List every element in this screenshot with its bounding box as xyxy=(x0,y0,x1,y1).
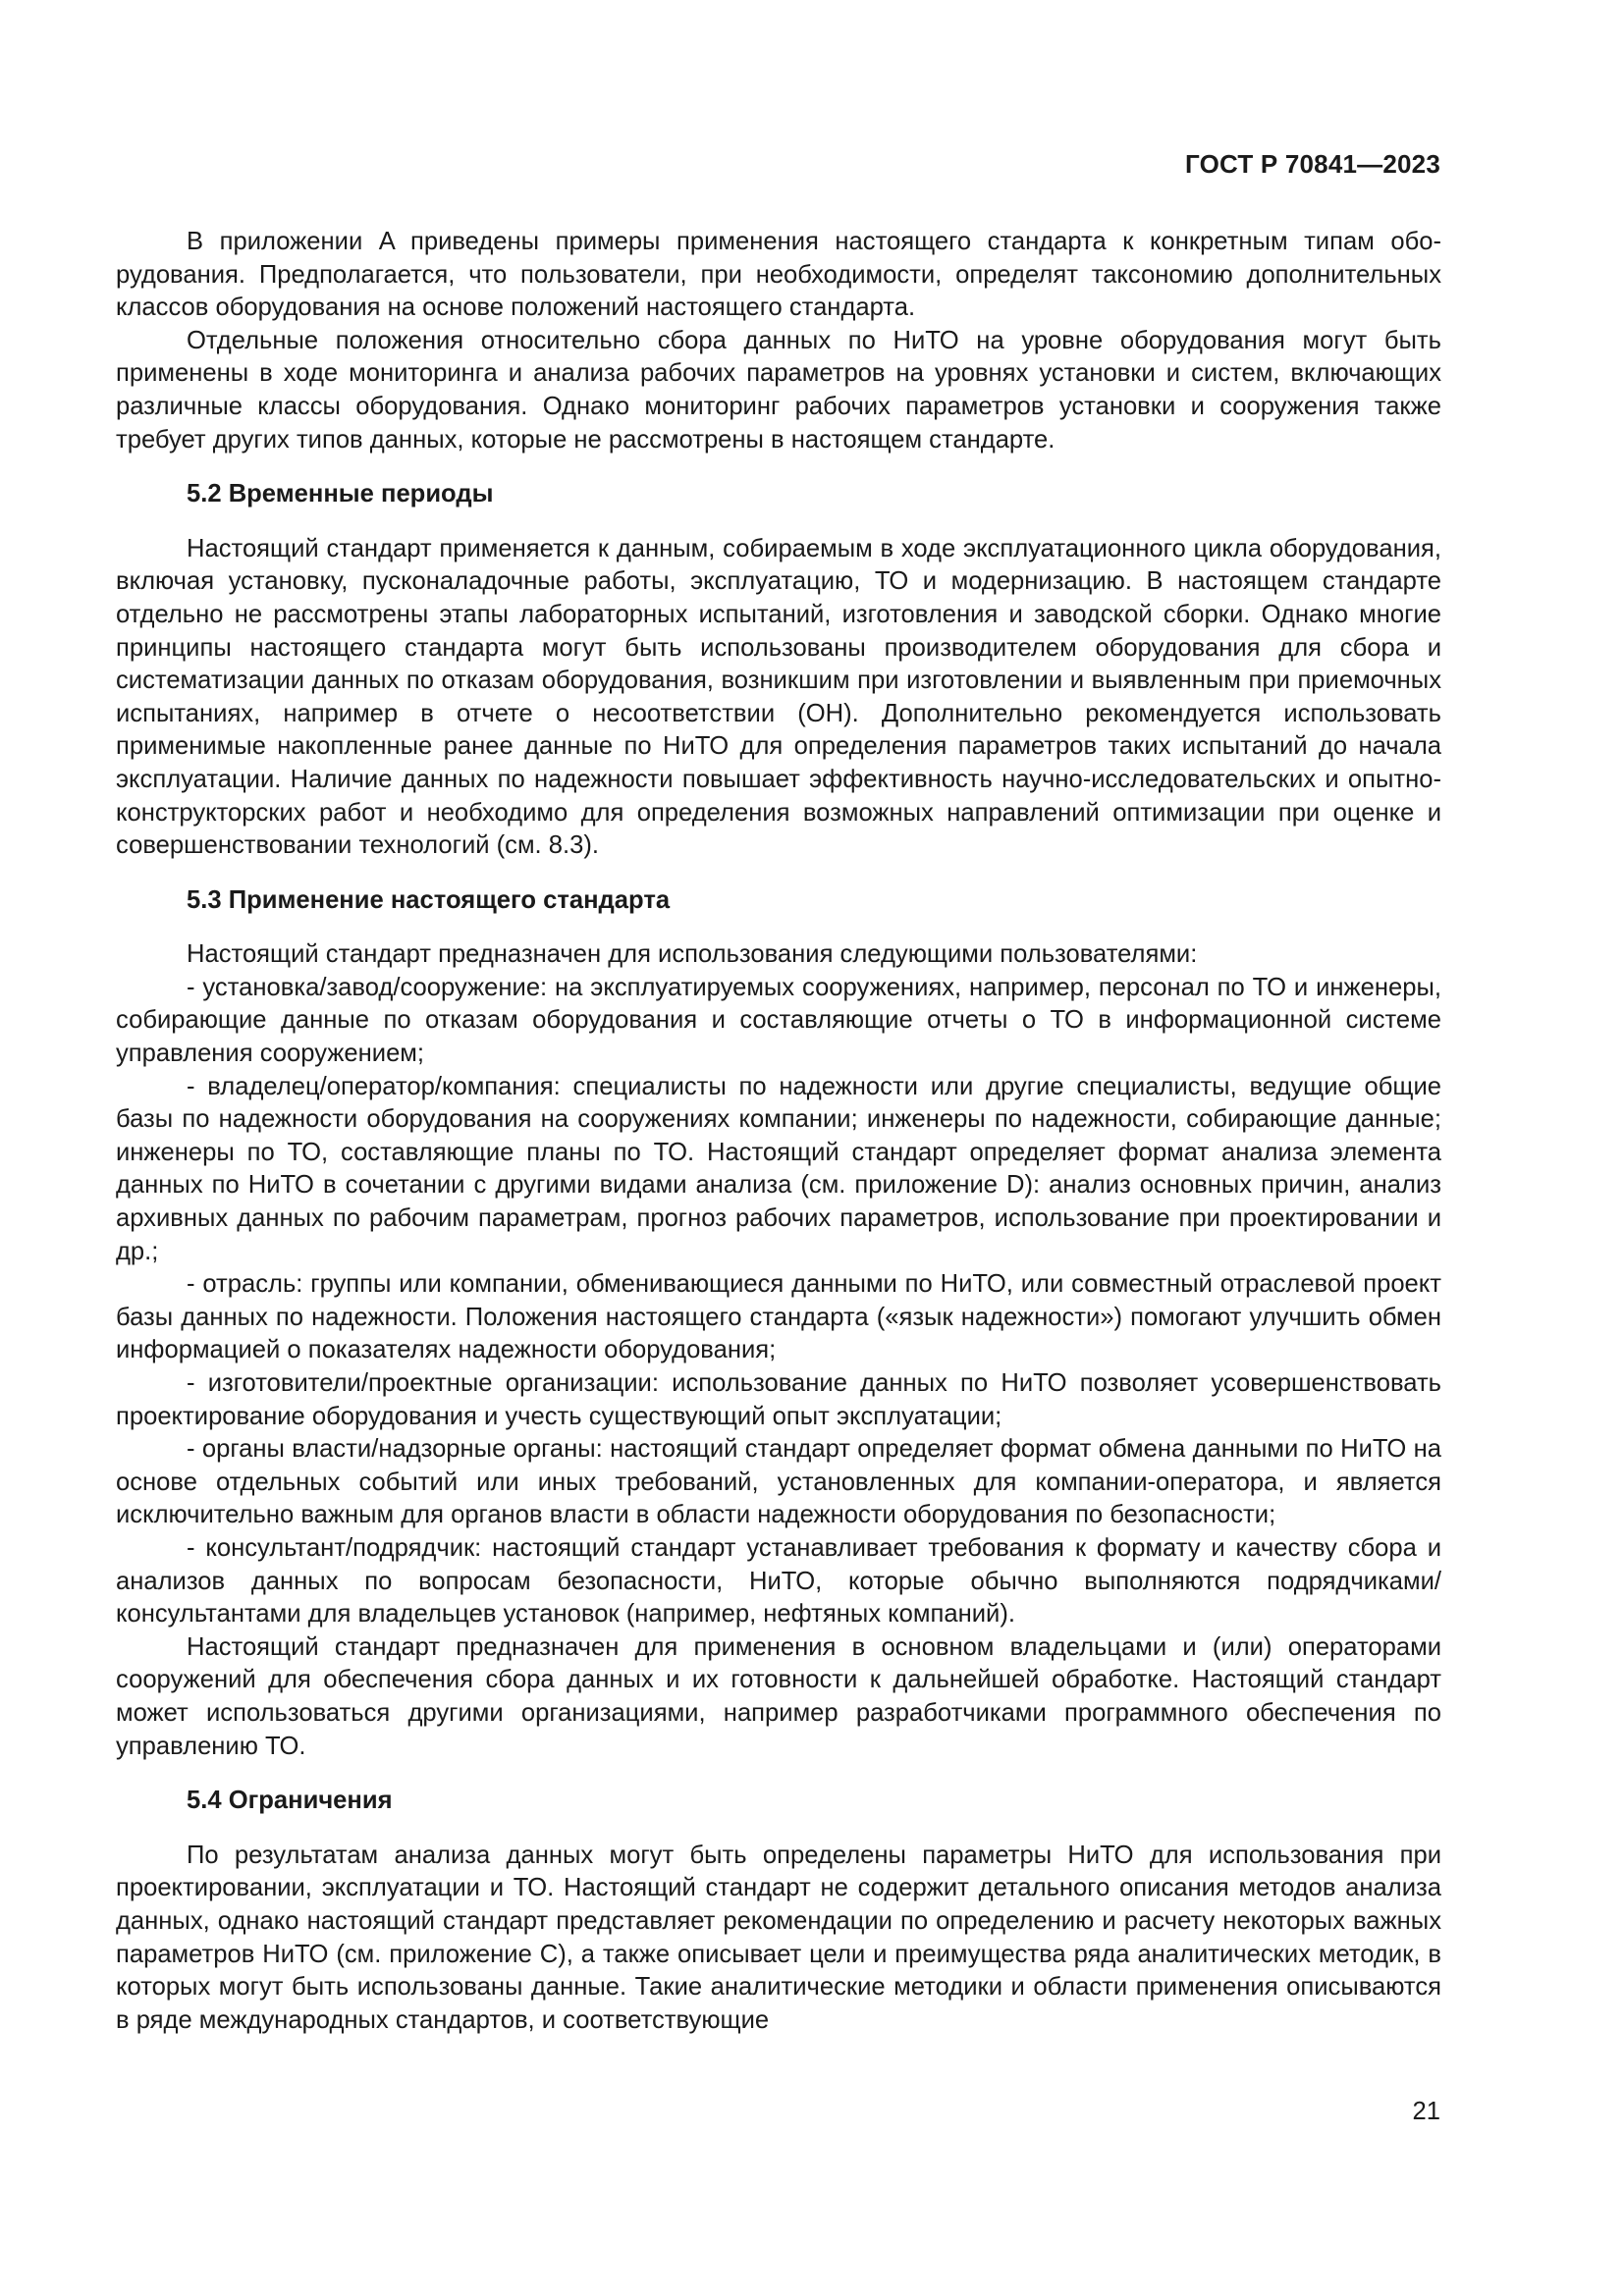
section-heading-5-2: 5.2 Временные периоды xyxy=(187,480,494,508)
list-item: - владелец/оператор/компания: специалисты по надежности или другие специалисты, ведущие общие базы по надежности оборудования на сооружениях компании; инженеры по надежности, собирающие данные; инженеры по ТО, составляющие планы по ТО. Настоящий стандарт определяет формат анализа элемента данных по НиТО в сочетании с другими видами анализа (см. приложение D): анализ основных причин, анализ архивных данных по рабочим параметрам, прогноз рабочих параметров, использование при проектировании и др.; xyxy=(116,1072,1441,1265)
section-heading-5-3: 5.3 Применение настоящего стандарта xyxy=(187,885,671,914)
paragraph: По результатам анализа данных могут быть определены параметры НиТО для использования при проектировании, эксплуатации и ТО. Настоящий стандарт не содержит детального описания методов анализа данных, однако настоящий стандарт представляет рекомендации по определению и расчету некоторых важных параметров НиТО (см. приложение С), а также описывает цели и преимущества ряда аналитических методик, в которых могут быть использованы данные. Такие аналитические методики и области применения описываются в ряде международных стандартов, и соответствующие xyxy=(116,1841,1441,2034)
paragraph: Настоящий стандарт применяется к данным, собираемым в ходе эксплуатационного цикла оборудования, включая установку, пусконаладочные работы, эксплуатацию, ТО и модернизацию. В настоящем стандарте отдельно не рассмотрены этапы лабораторных испытаний, изготовления и заводской сборки. Однако многие принципы настоящего стандарта могут быть использованы производителем оборудования для сбора и систематизации данных по отказам оборудования, возникшим при изготовлении и выявленным при приемочных испытаниях, например в отчете о несоответствии (ОН). Дополнительно рекомендуется использовать применимые накопленные ранее данные по НиТО для определения параметров таких испытаний до начала эксплуатации. Наличие данных по надежности повышает эффективность научно-исследовательских и опытно-конструкторских работ и необходимо для определения возможных направлений оптимизации при оценке и совершенствовании технологий (см. 8.3). xyxy=(116,534,1441,860)
section-heading-5-4: 5.4 Ограничения xyxy=(187,1787,393,1815)
list-item: - установка/завод/сооружение: на эксплуатируемых сооружениях, например, персонал по ТО и инженеры, собирающие данные по отказам оборудования и составляющие отчеты о ТО в информационной системе управления сооружением; xyxy=(116,973,1441,1068)
list-item: - органы власти/надзорные органы: настоящий стандарт определяет формат обмена данными по НиТО на основе отдельных событий или иных требований, установленных для компании-оператора, и является исключительно важным для органов власти в области надежности оборудования по безопасности; xyxy=(116,1435,1441,1529)
list-item: - изготовители/проектные организации: использование данных по НиТО позволяет усовершенствовать проектирование оборудования и учесть существующий опыт эксплуатации; xyxy=(116,1369,1441,1430)
list-item: - отрасль: группы или компании, обменивающиеся данными по НиТО, или совместный отраслевой проект базы данных по надежности. Положения настоящего стандарта («язык надежности») помогают улучшить обмен информацией о показателях надежности оборудования; xyxy=(116,1270,1441,1364)
paragraph: Отдельные положения относительно сбора данных по НиТО на уровне оборудования могут быть применены в ходе мониторинга и анализа рабочих параметров на уровнях установки и систем, включающих различные классы оборудования. Однако мониторинг рабочих параметров установки и сооружения также требует других типов данных, которые не рассмотрены в настоящем стандарте. xyxy=(116,326,1441,454)
paragraph: В приложении A приведены примеры применения настоящего стандарта к конкретным типам оборудования. Предполагается, что пользователи, при необходимости, определят таксономию дополнительных классов оборудования на основе положений настоящего стандарта. xyxy=(116,228,1441,322)
list-item: - консультант/подрядчик: настоящий стандарт устанавливает требования к формату и качеству сбора и анализов данных по вопросам безопасности, НиТО, которые обычно выполняются подрядчиками/консультантами для владельцев установок (например, нефтяных компаний). xyxy=(116,1533,1441,1629)
document-header: ГОСТ Р 70841—2023 xyxy=(1185,149,1440,179)
paragraph: Настоящий стандарт предназначен для использования следующими пользователями: xyxy=(187,940,1198,969)
document-body xyxy=(116,226,1441,2037)
page-number: 21 xyxy=(1412,2098,1440,2125)
paragraph: Настоящий стандарт предназначен для применения в основном владельцами и (или) операторами сооружений для обеспечения сбора данных и их готовности к дальнейшей обработке. Настоящий стандарт может использоваться другими организациями, например разработчиками программного обеспечения по управлению ТО. xyxy=(116,1632,1441,1760)
